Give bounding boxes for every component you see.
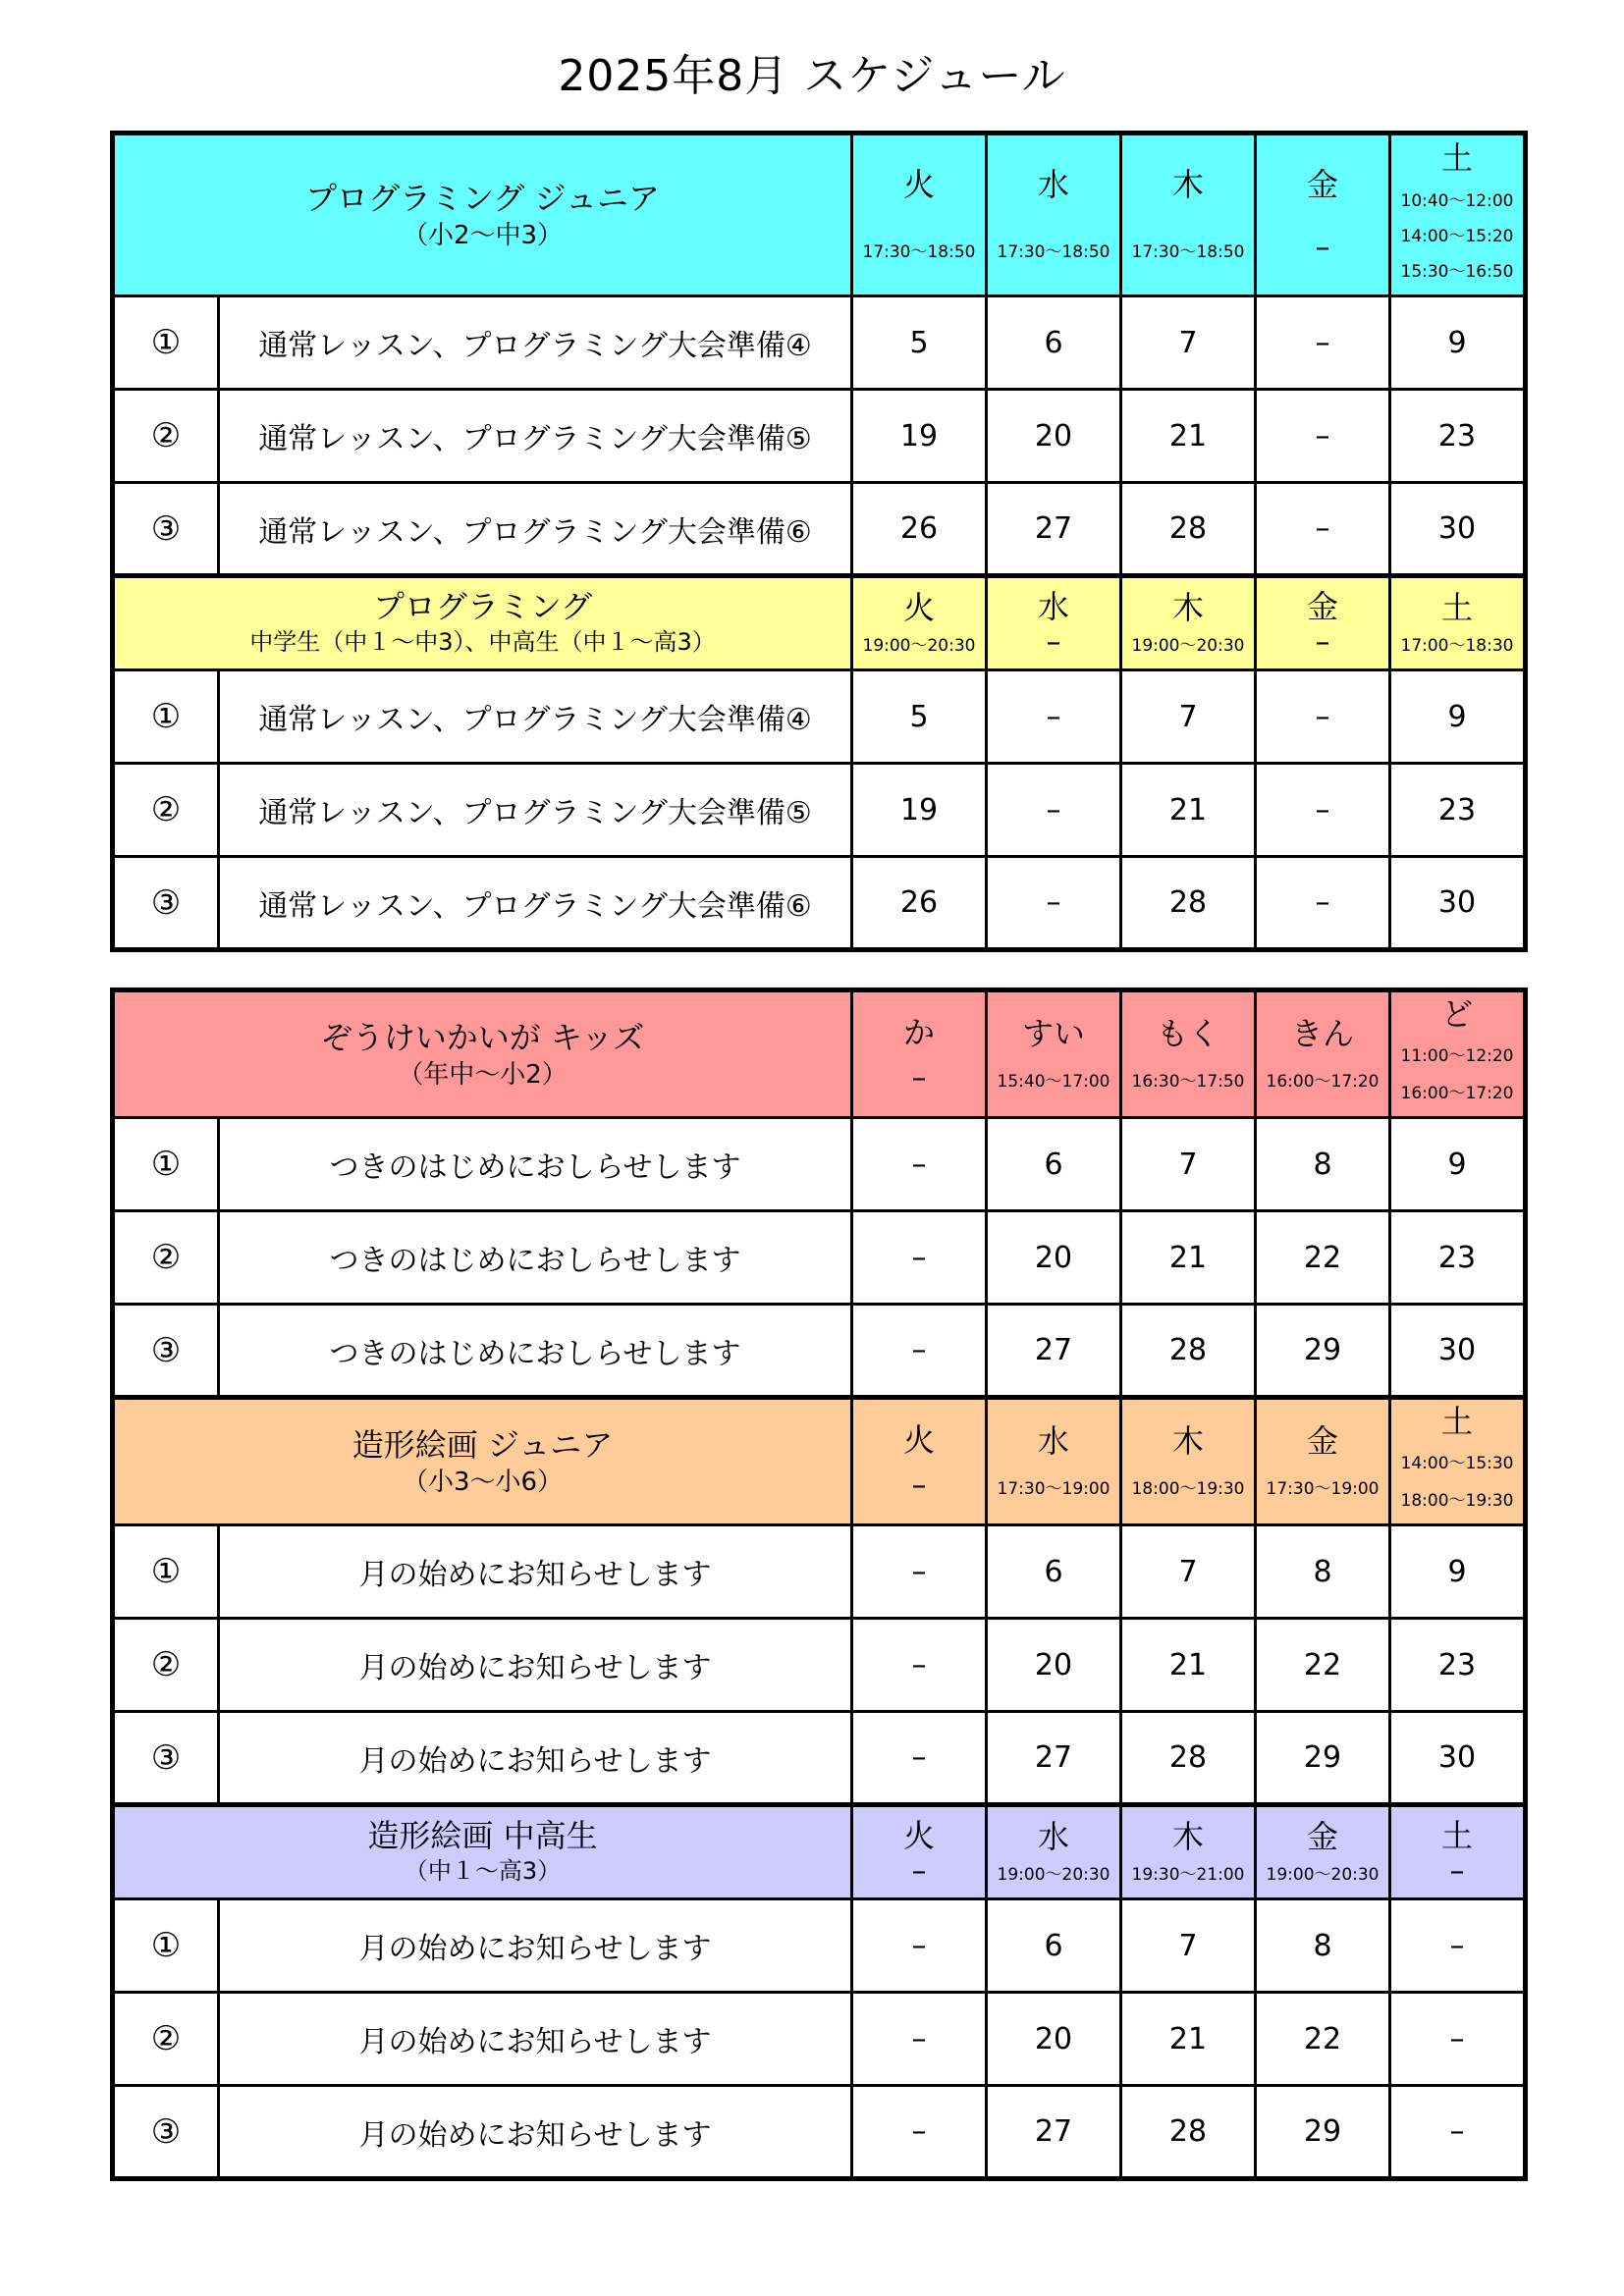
day-header-thu: [1121, 133, 1256, 296]
row-description: 月の始めにお知らせします: [219, 1899, 852, 1993]
date-cell: 27: [987, 2086, 1121, 2179]
date-cell: 26: [852, 483, 987, 576]
date-cell: 22: [1256, 1211, 1390, 1305]
day-header-wed: [987, 1805, 1121, 1899]
date-cell: 28: [1121, 2086, 1256, 2179]
row-index: ③: [113, 857, 219, 950]
row-index: ②: [113, 1619, 219, 1712]
date-cell: –: [852, 1899, 987, 1993]
day-header-fri: [1256, 1398, 1390, 1525]
date-cell: –: [1390, 1993, 1526, 2086]
date-cell: 5: [852, 296, 987, 390]
day-label: 木: [1171, 589, 1204, 626]
row-index: ②: [113, 390, 219, 483]
table-row: [113, 1525, 1526, 1619]
row-index: ①: [113, 1118, 219, 1211]
row-description: 通常レッスン、プログラミング大会準備⑤: [219, 764, 852, 857]
day-header-tue: [852, 576, 987, 670]
day-header-tue: [852, 990, 987, 1118]
date-cell: –: [852, 1305, 987, 1398]
section-title-cell: [113, 1398, 852, 1525]
day-time: –: [911, 1854, 927, 1889]
date-cell: 7: [1121, 1899, 1256, 1993]
date-cell: –: [1256, 296, 1390, 390]
day-label: 土: [1441, 1817, 1474, 1854]
date-cell: 9: [1390, 296, 1526, 390]
art-schedule-table: [110, 988, 1528, 2181]
date-cell: 19: [852, 390, 987, 483]
section-title: プログラミング ジュニア: [305, 180, 660, 217]
day-header-fri: [1256, 990, 1390, 1118]
day-label: 木: [1171, 166, 1204, 203]
day-header-tue: [852, 133, 987, 296]
day-label: すい: [1022, 1015, 1086, 1052]
day-time: –: [911, 1061, 927, 1095]
section-header-art-junior: [113, 1398, 1526, 1525]
date-cell: 5: [852, 670, 987, 764]
section-title: プログラミング: [372, 588, 593, 625]
date-cell: 26: [852, 857, 987, 950]
day-header-fri: [1256, 1805, 1390, 1899]
date-cell: –: [987, 764, 1121, 857]
day-label: 水: [1038, 1818, 1070, 1855]
day-header-fri: [1256, 576, 1390, 670]
date-cell: 28: [1121, 1712, 1256, 1805]
date-cell: 27: [987, 1712, 1121, 1805]
day-label: 水: [1037, 588, 1069, 625]
section-title: 造形絵画 中高生: [367, 1817, 598, 1854]
row-description: 通常レッスン、プログラミング大会準備④: [219, 670, 852, 764]
date-cell: 28: [1121, 857, 1256, 950]
date-cell: –: [1256, 670, 1390, 764]
day-time: –: [1046, 625, 1061, 660]
row-index: ③: [113, 1712, 219, 1805]
date-cell: 7: [1121, 296, 1256, 390]
date-cell: 30: [1390, 483, 1526, 576]
day-time: 19:00～20:30: [862, 636, 976, 656]
date-cell: –: [852, 1712, 987, 1805]
date-cell: 29: [1256, 1305, 1390, 1398]
date-cell: 7: [1121, 670, 1256, 764]
section-subtitle: （小3～小6）: [402, 1468, 564, 1497]
date-cell: 23: [1390, 764, 1526, 857]
row-description: 通常レッスン、プログラミング大会準備④: [219, 296, 852, 390]
date-cell: –: [852, 2086, 987, 2179]
section-title-cell: [113, 133, 852, 296]
day-label: 水: [1038, 1422, 1070, 1460]
programming-schedule-table: [110, 131, 1528, 952]
table-row: [113, 1118, 1526, 1211]
date-cell: 7: [1121, 1118, 1256, 1211]
date-cell: 30: [1390, 857, 1526, 950]
date-cell: 20: [987, 1993, 1121, 2086]
row-description: つきのはじめにおしらせします: [219, 1305, 852, 1398]
day-label: 土: [1440, 139, 1473, 177]
date-cell: 22: [1256, 1993, 1390, 2086]
page-title: 2025年8月 スケジュール: [558, 51, 1066, 101]
table-row: [113, 2086, 1526, 2179]
date-cell: 28: [1121, 1305, 1256, 1398]
day-time: 18:00～19:30: [1131, 1479, 1245, 1499]
table-row: [113, 670, 1526, 764]
day-time: 10:40～12:00: [1400, 191, 1514, 211]
section-subtitle: 中学生（中１～中3）、中高生（中１～高3）: [249, 628, 716, 656]
date-cell: –: [852, 1619, 987, 1712]
date-cell: 30: [1390, 1305, 1526, 1398]
date-cell: 9: [1390, 1525, 1526, 1619]
date-cell: 21: [1121, 1211, 1256, 1305]
table-row: [113, 483, 1526, 576]
day-label: 金: [1307, 1422, 1339, 1460]
day-time: –: [1315, 231, 1330, 265]
date-cell: 23: [1390, 1211, 1526, 1305]
day-label: 土: [1441, 1403, 1474, 1440]
table-row: [113, 1993, 1526, 2086]
date-cell: 6: [987, 296, 1121, 390]
table-row: [113, 1619, 1526, 1712]
day-time: 16:30～17:50: [1131, 1072, 1245, 1092]
section-header-programming-junior: [113, 133, 1526, 296]
day-time: 19:00～20:30: [1266, 1865, 1380, 1885]
section-title-cell: [113, 990, 852, 1118]
date-cell: –: [852, 1118, 987, 1211]
day-header-sat: [1390, 990, 1526, 1118]
date-cell: 21: [1121, 1993, 1256, 2086]
date-cell: –: [852, 1525, 987, 1619]
row-index: ②: [113, 764, 219, 857]
date-cell: 6: [987, 1525, 1121, 1619]
row-index: ③: [113, 2086, 219, 2179]
section-header-art-kids: [113, 990, 1526, 1118]
date-cell: 28: [1121, 483, 1256, 576]
table-row: [113, 1305, 1526, 1398]
day-header-tue: [852, 1805, 987, 1899]
date-cell: –: [1256, 764, 1390, 857]
day-label: 土: [1440, 589, 1473, 626]
row-description: 月の始めにお知らせします: [219, 1525, 852, 1619]
section-header-programming: [113, 576, 1526, 670]
row-description: 月の始めにお知らせします: [219, 1993, 852, 2086]
day-label: 金: [1306, 588, 1338, 625]
date-cell: 9: [1390, 1118, 1526, 1211]
date-cell: –: [1390, 2086, 1526, 2179]
table-row: [113, 1899, 1526, 1993]
day-time: 16:00～17:20: [1266, 1072, 1380, 1092]
row-index: ①: [113, 670, 219, 764]
day-header-thu: [1121, 1398, 1256, 1525]
day-time: –: [911, 1468, 927, 1503]
date-cell: 20: [987, 1619, 1121, 1712]
row-index: ③: [113, 483, 219, 576]
date-cell: 20: [987, 390, 1121, 483]
day-time: 18:00～19:30: [1400, 1491, 1514, 1511]
table-row: [113, 857, 1526, 950]
date-cell: –: [987, 857, 1121, 950]
row-description: 通常レッスン、プログラミング大会準備⑥: [219, 857, 852, 950]
date-cell: –: [1390, 1899, 1526, 1993]
section-header-art-middle-high: [113, 1805, 1526, 1899]
section-title-cell: [113, 576, 852, 670]
row-index: ②: [113, 1993, 219, 2086]
table-row: [113, 764, 1526, 857]
row-index: ①: [113, 1899, 219, 1993]
row-index: ①: [113, 1525, 219, 1619]
day-label: 木: [1172, 1818, 1205, 1855]
row-description: 月の始めにお知らせします: [219, 1712, 852, 1805]
date-cell: 7: [1121, 1525, 1256, 1619]
day-label: 火: [902, 166, 935, 203]
day-time: –: [1449, 1854, 1465, 1889]
day-time: 17:30～18:50: [1131, 242, 1245, 262]
day-header-thu: [1121, 576, 1256, 670]
table-row: [113, 390, 1526, 483]
date-cell: –: [1256, 390, 1390, 483]
day-label: 水: [1037, 166, 1069, 203]
day-time: 17:30～18:50: [997, 242, 1110, 262]
date-cell: 6: [987, 1118, 1121, 1211]
table-row: [113, 296, 1526, 390]
day-label: 金: [1307, 1818, 1339, 1855]
date-cell: 6: [987, 1899, 1121, 1993]
date-cell: 23: [1390, 390, 1526, 483]
day-time: 19:30～21:00: [1131, 1865, 1245, 1885]
day-label: 木: [1172, 1422, 1205, 1460]
day-header-sat: [1390, 576, 1526, 670]
section-title-cell: [113, 1805, 852, 1899]
date-cell: –: [1256, 857, 1390, 950]
row-index: ②: [113, 1211, 219, 1305]
day-time: 17:00～18:30: [1400, 636, 1514, 656]
row-description: 月の始めにお知らせします: [219, 2086, 852, 2179]
table-row: [113, 1211, 1526, 1305]
section-subtitle: （小2～中3）: [402, 221, 564, 250]
section-subtitle: （中１～高3）: [404, 1857, 562, 1885]
day-time: 17:30～19:00: [997, 1479, 1110, 1499]
day-label: 火: [903, 1817, 936, 1854]
row-index: ③: [113, 1305, 219, 1398]
date-cell: 21: [1121, 764, 1256, 857]
date-cell: 27: [987, 1305, 1121, 1398]
date-cell: 21: [1121, 1619, 1256, 1712]
day-header-sat: [1390, 1805, 1526, 1899]
date-cell: 19: [852, 764, 987, 857]
row-description: 月の始めにお知らせします: [219, 1619, 852, 1712]
table-row: [113, 1712, 1526, 1805]
day-time: –: [1315, 625, 1330, 660]
date-cell: 21: [1121, 390, 1256, 483]
date-cell: 29: [1256, 1712, 1390, 1805]
day-time: 16:00～17:20: [1400, 1084, 1514, 1103]
day-time: 17:30～19:00: [1266, 1479, 1380, 1499]
row-description: 通常レッスン、プログラミング大会準備⑥: [219, 483, 852, 576]
section-title: ぞうけいかいが キッズ: [320, 1019, 645, 1056]
section-subtitle: （年中～小2）: [398, 1060, 568, 1090]
date-cell: 23: [1390, 1619, 1526, 1712]
day-label: きん: [1291, 1015, 1355, 1052]
day-header-wed: [987, 990, 1121, 1118]
day-label: もく: [1157, 1015, 1220, 1052]
date-cell: 9: [1390, 670, 1526, 764]
date-cell: 27: [987, 483, 1121, 576]
day-header-wed: [987, 1398, 1121, 1525]
date-cell: 29: [1256, 2086, 1390, 2179]
day-time: 15:30～16:50: [1400, 262, 1514, 282]
row-description: つきのはじめにおしらせします: [219, 1211, 852, 1305]
day-time: 11:00～12:20: [1400, 1046, 1514, 1066]
day-time: 19:00～20:30: [997, 1865, 1110, 1885]
day-time: 15:40～17:00: [997, 1072, 1110, 1092]
date-cell: 8: [1256, 1899, 1390, 1993]
day-header-sat: [1390, 133, 1526, 296]
date-cell: 22: [1256, 1619, 1390, 1712]
day-header-wed: [987, 133, 1121, 296]
day-header-thu: [1121, 990, 1256, 1118]
day-time: 14:00～15:30: [1400, 1454, 1514, 1473]
day-label: 火: [903, 1421, 936, 1459]
day-label: 金: [1306, 166, 1338, 203]
date-cell: 8: [1256, 1525, 1390, 1619]
date-cell: –: [852, 1211, 987, 1305]
date-cell: 8: [1256, 1118, 1390, 1211]
day-header-thu: [1121, 1805, 1256, 1899]
day-time: 17:30～18:50: [862, 242, 976, 262]
date-cell: –: [1256, 483, 1390, 576]
section-title: 造形絵画 ジュニア: [352, 1426, 614, 1464]
date-cell: 20: [987, 1211, 1121, 1305]
day-header-tue: [852, 1398, 987, 1525]
day-header-sat: [1390, 1398, 1526, 1525]
day-time: 19:00～20:30: [1131, 636, 1245, 656]
day-header-fri: [1256, 133, 1390, 296]
day-time: 14:00～15:20: [1400, 227, 1514, 246]
day-label: か: [903, 1014, 936, 1051]
row-description: 通常レッスン、プログラミング大会準備⑤: [219, 390, 852, 483]
row-index: ①: [113, 296, 219, 390]
day-header-wed: [987, 576, 1121, 670]
date-cell: 30: [1390, 1712, 1526, 1805]
row-description: つきのはじめにおしらせします: [219, 1118, 852, 1211]
day-label: 火: [902, 589, 935, 626]
day-label: ど: [1441, 995, 1474, 1033]
date-cell: –: [852, 1993, 987, 2086]
date-cell: –: [987, 670, 1121, 764]
